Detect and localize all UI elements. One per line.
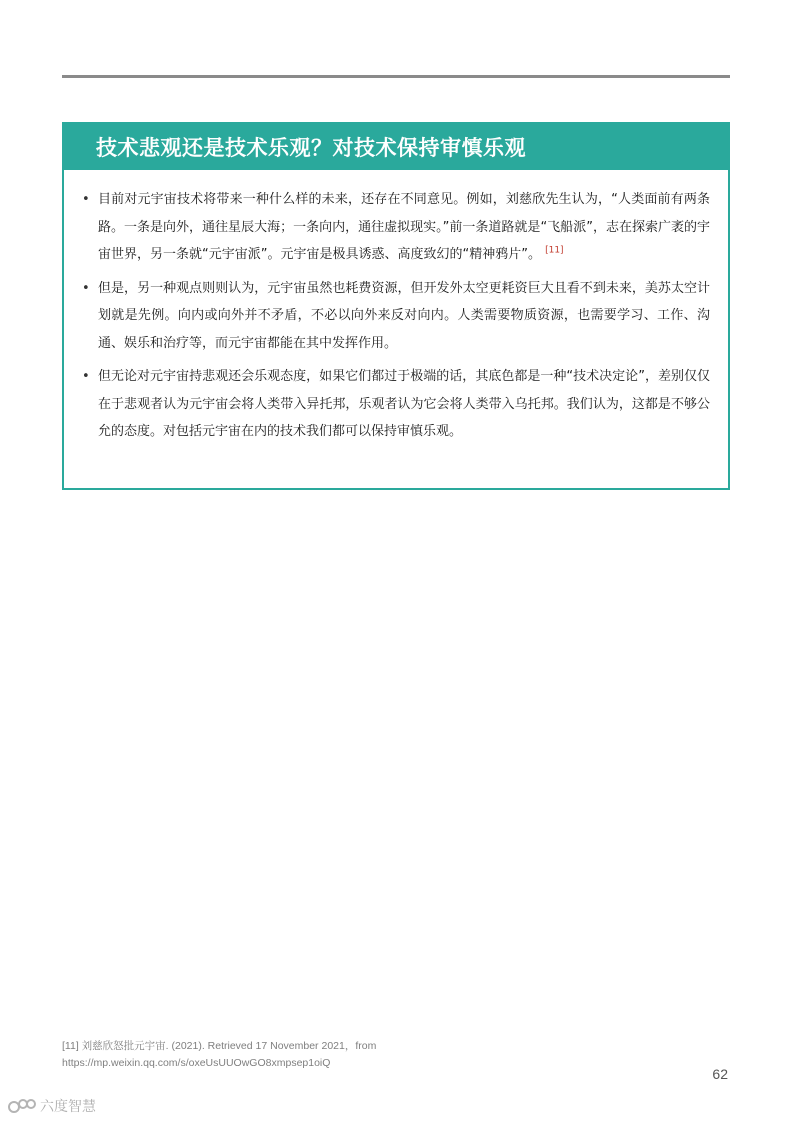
bullet-item xyxy=(82,186,710,269)
callout-box xyxy=(62,122,730,490)
watermark xyxy=(8,1096,96,1116)
footnote-citation: [11] 刘慈欣怒批元宇宙. (2021). Retrieved 17 November 2021，from xyxy=(62,1040,377,1052)
watermark-logo-icon xyxy=(8,1098,36,1114)
callout-title: 技术悲观还是技术乐观？对技术保持审慎乐观 xyxy=(96,136,526,160)
bullet-dot-icon: • xyxy=(82,192,90,207)
watermark-text: 六度智慧 xyxy=(40,1099,96,1115)
bullet-item xyxy=(82,363,710,446)
bullet-text: 但无论对元宇宙持悲观还会乐观态度，如果它们都过于极端的话，其底色都是一种“技术决定论”，差别仅仅在于悲观者认为元宇宙会将人类带入异托邦，乐观者认为它会将人类带入乌托邦。我们认为，这都是不够公允的态度。对包括元宇宙在内的技术我们都可以保持审慎乐观。 xyxy=(98,369,710,439)
callout-header xyxy=(64,124,728,170)
bullet-item xyxy=(82,275,710,358)
footnote-url[interactable]: https://mp.weixin.qq.com/s/oxeUsUUOwGO8xmpsep1oiQ xyxy=(62,1057,331,1069)
bullet-text: 但是，另一种观点则则认为，元宇宙虽然也耗费资源，但开发外太空更耗资巨大且看不到未来，美苏太空计划就是先例。向内或向外并不矛盾，不必以向外来反对向内。人类需要物质资源，也需要学习、工作、沟通、娱乐和治疗等，而元宇宙都能在其中发挥作用。 xyxy=(98,280,710,351)
bullet-dot-icon: • xyxy=(82,280,90,296)
page-number: 62 xyxy=(712,1066,728,1082)
reference-mark[interactable]: [11] xyxy=(545,245,564,256)
bullet-list xyxy=(64,170,728,446)
footnote xyxy=(62,1038,376,1072)
top-divider xyxy=(62,75,730,78)
bullet-text: 目前对元宇宙技术将带来一种什么样的未来，还存在不同意见。例如，刘慈欣先生认为，“人类面前有两条路。一条是向外，通往星辰大海；一条向内，通往虚拟现实。”前一条道路就是“飞船派”，志在探索广袤的宇宙世界，另一条就“元宇宙派”。元宇宙是极具诱惑、高度致幻的“精神鸦片”。 xyxy=(98,192,710,262)
bullet-dot-icon: • xyxy=(82,369,90,384)
